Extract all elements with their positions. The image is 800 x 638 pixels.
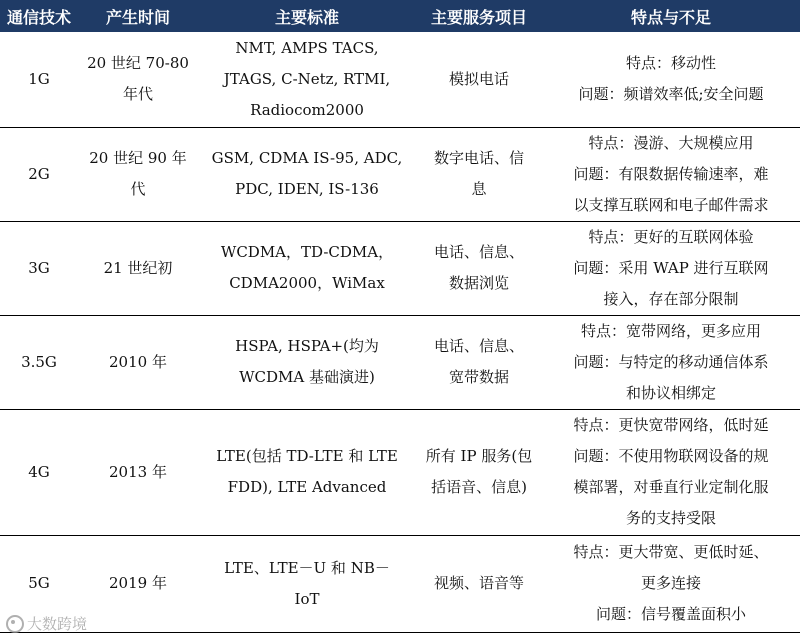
cell-features-line: 特点：更快宽带网络，低时延 [573,416,769,434]
cell-services-line: 所有 IP 服务(包 [425,447,533,465]
cell-features-line: 模部署，对垂直行业定制化服 [573,478,769,496]
cell-tech: 2G [0,127,78,221]
cell-services-line: 括语音、信息) [431,478,527,496]
cell-features-line: 问题：有限数据传输速率，难 [573,164,769,183]
header-features: 特点与不足 [542,0,800,32]
cell-services-line: 电话、信息、 [433,337,524,355]
cell-standards [198,127,416,221]
cell-services [416,409,542,535]
cell-services [416,315,542,409]
cell-features-line: 接入，存在部分限制 [603,289,739,308]
cell-time [78,535,198,632]
cell-standards-line: IoT [294,589,320,608]
header-services: 主要服务项目 [416,0,542,32]
cell-services [416,535,542,632]
cell-standards-line: PDC, IDEN, IS-136 [235,180,379,198]
header-tech: 通信技术 [0,0,78,32]
cell-features-line: 问题：不使用物联网设备的规 [573,447,769,465]
cell-standards [198,221,416,315]
cell-time-line: 20 世纪 90 年 [89,149,187,167]
cell-standards [198,315,416,409]
cell-features-line: 以支撑互联网和电子邮件需求 [573,195,769,214]
cell-time [78,409,198,535]
cell-standards [198,32,416,127]
cell-features-line: 特点：漫游、大规模应用 [588,133,754,152]
cell-standards-line: Radiocom2000 [250,100,364,119]
cell-time-line: 2010 年 [109,352,167,371]
cell-services [416,221,542,315]
cell-services-line: 息 [471,180,487,198]
cell-features-line: 问题：频谱效率低;安全问题 [578,85,764,104]
cell-standards-line: LTE、LTE－U 和 NB－ [224,558,390,577]
cell-services-line: 电话、信息、 [433,243,524,261]
table-row [0,535,800,632]
cell-tech: 5G [0,535,78,632]
table-row [0,409,800,535]
header-time: 产生时间 [78,0,198,32]
cell-services [416,32,542,127]
cell-features-line: 问题：采用 WAP 进行互联网 [573,258,769,277]
cell-standards-line: JTAGS, C-Netz, RTMI, [223,69,391,88]
cell-standards-line: WCDMA 基础演进) [239,368,375,386]
cell-features-line: 特点：更大带宽、更低时延、 [573,543,769,561]
watermark-text: 大数跨境 [27,615,88,633]
cell-services-line: 数据浏览 [448,274,509,292]
cell-tech: 3.5G [0,315,78,409]
cell-time [78,127,198,221]
cell-features-line: 特点：宽带网络，更多应用 [580,321,761,340]
cell-standards-line: WCDMA，TD-CDMA， [220,243,394,261]
cell-features [542,127,800,221]
cell-services-line: 宽带数据 [448,368,509,386]
cell-time [78,221,198,315]
cell-time-line: 2013 年 [109,462,167,481]
cell-services-line: 模拟电话 [448,69,509,88]
cell-time [78,32,198,127]
cell-features-line: 更多连接 [640,574,701,592]
cell-standards-line: CDMA2000，WiMax [229,274,385,292]
cell-services-line: 数字电话、信 [433,149,524,167]
cell-standards-line: NMT, AMPS TACS, [235,38,379,57]
cell-features [542,32,800,127]
cell-features-line: 和协议相绑定 [625,383,716,402]
header-standards: 主要标准 [198,0,416,32]
cell-standards [198,535,416,632]
watermark [6,613,87,634]
cell-time-line: 20 世纪 70-80 [87,54,189,73]
cell-features [542,315,800,409]
cell-features-line: 问题：信号覆盖面积小 [595,605,746,623]
cell-standards-line: GSM, CDMA IS-95, ADC, [211,149,403,167]
cell-standards-line: FDD), LTE Advanced [227,478,387,496]
table-row [0,127,800,221]
table-header-row [0,0,800,32]
cell-standards-line: HSPA, HSPA+(均为 [235,337,379,355]
cell-time-line: 代 [130,180,146,198]
cell-features-line: 特点：更好的互联网体验 [588,227,754,246]
table-row [0,32,800,127]
cell-features-line: 问题：与特定的移动通信体系 [573,352,769,371]
cell-standards [198,409,416,535]
table-row [0,221,800,315]
cell-features [542,221,800,315]
cell-time-line: 年代 [122,85,153,104]
cell-features-line: 特点：移动性 [625,54,716,73]
cell-services-line: 视频、语音等 [433,574,524,592]
cell-tech: 4G [0,409,78,535]
cell-standards-line: LTE(包括 TD-LTE 和 LTE [216,447,398,465]
cell-features [542,409,800,535]
cell-time-line: 21 世纪初 [103,258,173,277]
cell-tech: 3G [0,221,78,315]
watermark-logo-icon [6,615,24,633]
cell-features-line: 务的支持受限 [625,509,716,527]
cell-features [542,535,800,632]
table-row [0,315,800,409]
cell-time-line: 2019 年 [109,574,167,592]
cell-tech: 1G [0,32,78,127]
cell-services [416,127,542,221]
cell-time [78,315,198,409]
